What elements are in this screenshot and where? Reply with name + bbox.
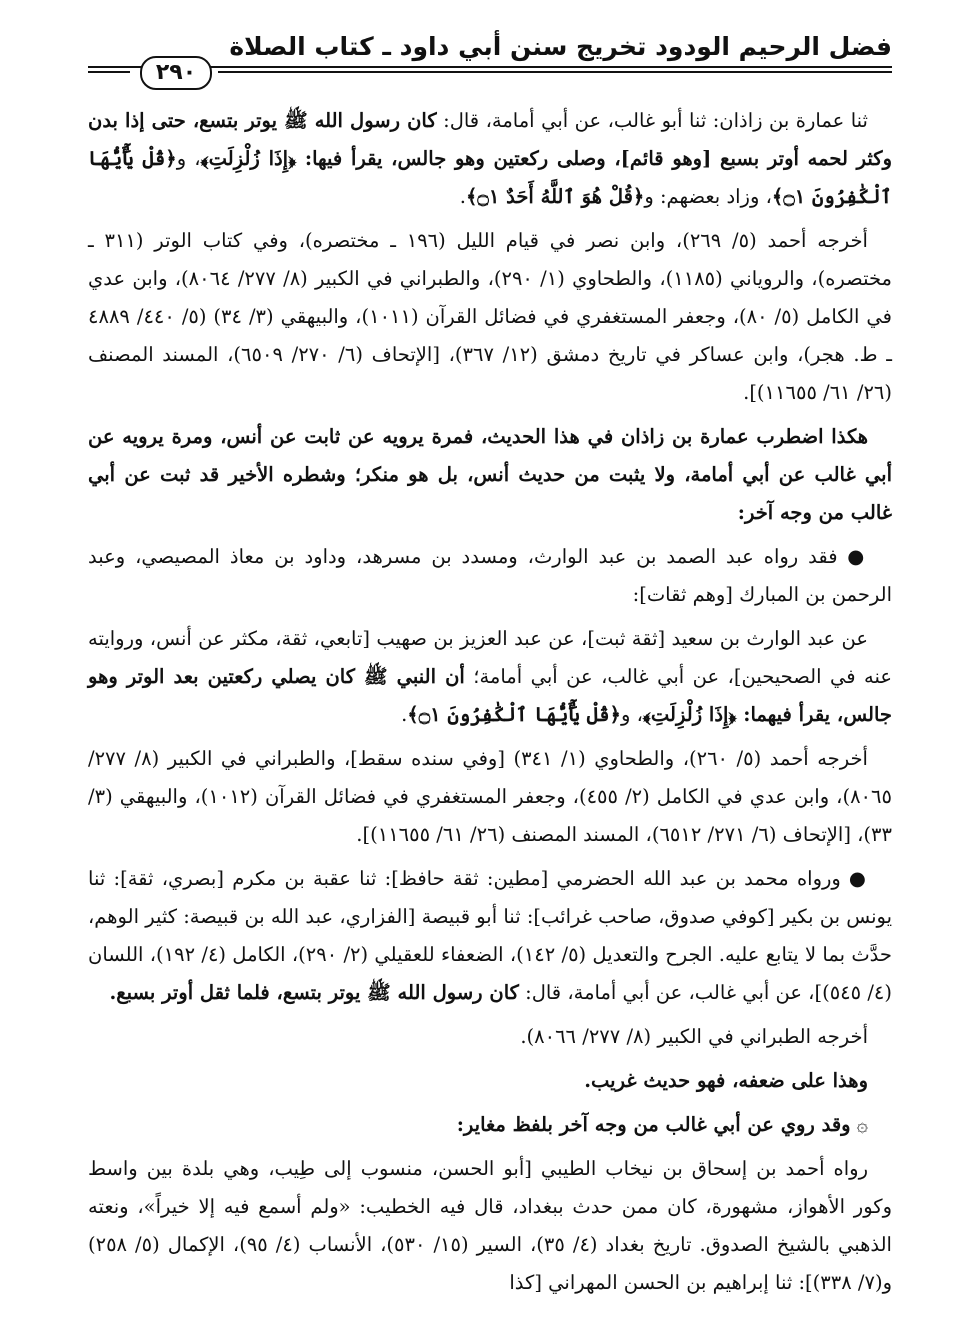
hadith-text: كان رسول الله ﷺ يوتر بتسع، فلما ثقل أوتر بسبع. [109,981,519,1004]
paragraph [88,222,892,412]
body-text: ، و [620,703,643,726]
body-text: ورواه محمد بن عبد الله الحضرمي [مطين: ثقة حافظ]: ثنا عقبة بن مكرم [بصري، ثقة]: ثنا يونس بن بكير [كوفي صدوق، صاحب غرائب]: ثنا أبو قبيصة [الفزاري، عبد الله بن قبيصة: كثير الوهم، حدَّث بما لا يتابع عليه. الجرح والتعديل (٥/ ١٤٢)، الضعفاء للعقيلي (٢/ ٢٩٠)، الكامل (٤/ ١٩٢)، اللسان (٤/ ٥٤٥)]، عن أبي غالب، عن أبي أمامة، قال: [88,867,892,1004]
body-text: . [401,703,408,726]
body-text: ، وزاد بعضهم: و [644,185,772,208]
hadith-text: كان رسول الله ﷺ يوتر بتسع، حتى إذا بدن وكثر لحمه أوتر بسبع [وهو قائم]، وصلى ركعتين وهو جالس، يقرأ فيها: [88,109,892,170]
hadith-text: وهذا على ضعفه، فهو حديث غريب. [584,1069,868,1092]
paragraph [88,418,892,532]
bullet-marker: ● [846,867,868,890]
page-number: ٢٩٠ [140,56,212,90]
hadith-text: أن النبي ﷺ كان يصلي ركعتين بعد الوتر وهو جالس، يقرأ فيهما: [88,665,892,726]
paragraph [88,740,892,854]
paragraph [88,860,892,1012]
paragraph-gap [88,1302,892,1308]
quran-verse: ﴿إِذَا زُلْزِلَتِ﴾ [200,147,297,170]
body-text: فقد رواه عبد الصمد بن عبد الوارث، ومسدد بن مسرهد، وداود بن معاذ المصيصي، وعبد الرحمن بن المبارك [وهم ثقات]: [88,545,892,606]
body-text: رواه أحمد بن إسحاق بن نيخاب الطيبي [أبو الحسن، منسوب إلى طِيب، وهي بلدة بين واسط وكور الأهواز، مشهورة، كان ممن حدث ببغداد، قال فيه الخطيب: «ولم أسمع فيه إلا خيراً»، ونعته الذهبي بالشيخ الصدوق. تاريخ بغداد (٤/ ٣٥)، السير (١٥/ ٥٣٠)، الأنساب (٤/ ٩٥)، الإكمال (٥/ ٢٥٨) و(٧/ ٣٣٨)]: ثنا إبراهيم بن الحسن المهراني [كذا [88,1157,892,1294]
header-rule-right [218,71,892,73]
body-text: ثنا عمارة بن زاذان: ثنا أبو غالب، عن أبي أمامة، قال: [436,109,868,132]
running-header [88,24,892,94]
body-text: أخرجه أحمد (٥/ ٢٦٠)، والطحاوي (١/ ٣٤١) [وفي سنده سقط]، والطبراني في الكبير (٨/ ٢٧٧/ ٨٠٦٥)، وابن عدي في الكامل (٢/ ٤٥٥)، وجعفر المستغفري في فضائل القرآن (١٠١٢)، والبيهقي (٣/ ٣٣)، [الإتحاف (٦/ ٢٧١/ ٦٥١٢)، المسند المصنف (٢٦/ ٦١/ ١١٦٥٥)]. [88,747,892,846]
quran-verse: ﴿قُلْ يَٰٓأَيُّهَا ٱلْكَٰفِرُونَ ۝١﴾ [88,147,892,208]
bullet-marker: ● [843,545,869,568]
quran-verse: ﴿قُلْ يَٰٓأَيُّهَا ٱلْكَٰفِرُونَ ۝١﴾ [407,703,621,726]
hadith-text: هكذا اضطرب عمارة بن زاذان في هذا الحديث، فمرة يرويه عن ثابت عن أنس، ومرة يرويه عن أبي غالب عن أبي أمامة، ولا يثبت من حديث أنس، بل هو منكر؛ وشطره الأخير قد ثبت عن أبي غالب من وجه آخر: [88,425,892,524]
header-title: فضل الرحيم الودود تخريج سنن أبي داود ـ كتاب الصلاة [229,32,892,61]
body-text: عن عبد الوارث بن سعيد [ثقة ثبت]، عن عبد العزيز بن صهيب [تابعي، ثقة، مكثر عن أنس، وروايته عنه في الصحيحين]، عن أبي غالب، عن أبي أمامة؛ [88,627,892,688]
paragraph [88,620,892,734]
paragraph [88,102,892,216]
paragraph [88,1062,892,1100]
paragraph [88,1150,892,1302]
quran-verse: ﴿إِذَا زُلْزِلَتِ﴾ [642,703,737,726]
header-rule-left [88,71,130,73]
paragraph [88,1018,892,1056]
paragraph [88,1106,892,1144]
body-text: ، و [176,147,201,170]
quran-verse: ﴿قُلْ هُوَ ٱللَّهُ أَحَدٌ ۝١﴾ [465,185,645,208]
bullet-marker: ۞ [856,1113,868,1136]
page-body [88,102,892,1308]
body-text: أخرجه الطبراني في الكبير (٨/ ٢٧٧/ ٨٠٦٦). [520,1025,868,1048]
body-text: . [459,185,466,208]
body-text: أخرجه أحمد (٥/ ٢٦٩)، وابن نصر في قيام الليل (١٩٦ ـ مختصره)، وفي كتاب الوتر (٣١١ ـ مختصره)، والروياني (١١٨٥)، والطحاوي (١/ ٢٩٠)، والطبراني في الكبير (٨/ ٢٧٧/ ٨٠٦٤)، وابن عدي في الكامل (٥/ ٨٠)، وجعفر المستغفري في فضائل القرآن (١٠١١)، والبيهقي (٣/ ٣٤) (٥/ ٤٤٠/ ٤٨٨٩ ـ ط. هجر)، وابن عساكر في تاريخ دمشق (١٢/ ٣٦٧)، [الإتحاف (٦/ ٢٧٠/ ٦٥٠٩)، المسند المصنف (٢٦/ ٦١/ ١١٦٥٥)]. [88,229,892,404]
paragraph [88,538,892,614]
hadith-text: وقد روي عن أبي غالب من وجه آخر بلفظ مغاير: [456,1113,851,1136]
